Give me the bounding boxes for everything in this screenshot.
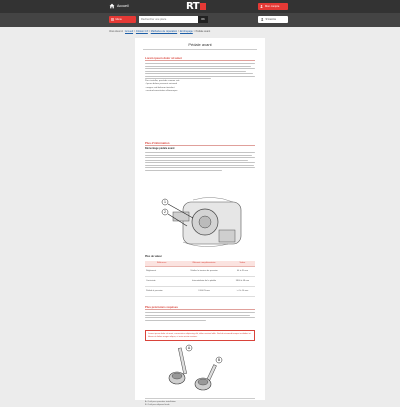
table-cell: Contrainte: [145, 276, 178, 286]
table-cell: Réglement: [145, 266, 178, 276]
spec-table: [145, 261, 255, 297]
list-item: - magna sed dolorem tincidunt: [145, 87, 215, 90]
content-card: [135, 38, 265, 400]
tools-diagram: [163, 344, 243, 396]
section-heading: Plus de valeur: [145, 255, 162, 258]
search-input[interactable]: [139, 16, 198, 23]
list-item: Pour installer, procéder comme suit:: [145, 80, 215, 83]
menu-button[interactable]: [109, 16, 136, 23]
callout-a: A: [188, 346, 191, 350]
logo-box: [200, 3, 206, 10]
table-header: Référence: [145, 261, 178, 266]
table-cell: Vérifier la tension de pression: [178, 266, 230, 276]
table-cell: 44 à 45 mm: [230, 266, 255, 276]
breadcrumb-prefix: Vous êtes ici :: [109, 30, 124, 33]
table-header: Valeur: [230, 261, 255, 266]
menu-label: Menu: [116, 18, 123, 21]
list-item: - Ipsum dolore praesent euismod: [145, 83, 215, 86]
paragraph: [145, 312, 255, 322]
top-bar: [0, 0, 400, 13]
page-title: Pédale avant: [135, 42, 265, 47]
breadcrumb: Vous êtes ici : Accueil > Citroën C3 > Méthodes de réparation > Embrayage > Pédale avant: [109, 30, 210, 33]
section-heading: Plus précisions requises: [145, 305, 178, 309]
breadcrumb-item[interactable]: Citroën C3: [136, 30, 148, 33]
table-row: [145, 276, 255, 286]
legend-item: A. Outil pour première installation: [145, 401, 255, 404]
user-add-icon: [261, 18, 264, 21]
home-link[interactable]: [109, 3, 129, 9]
register-button[interactable]: [258, 16, 288, 23]
engine-diagram: [153, 192, 248, 254]
home-label: Accueil: [117, 4, 129, 8]
search-bar: [0, 13, 400, 27]
legend-item: B. Outil pour dépose finale: [145, 404, 255, 407]
breadcrumb-item[interactable]: Méthodes de réparation: [151, 30, 177, 33]
logo-text: RT: [186, 1, 199, 12]
table-cell: > 4 à 10 mm: [230, 286, 255, 296]
list-item: - nostrud exercitation ullamcorper: [145, 90, 215, 93]
paragraph: [145, 63, 255, 81]
breadcrumb-item[interactable]: Accueil: [125, 30, 133, 33]
warning-box: Lorem ipsum dolor sit amet, consectetur adipiscing elit, dolor nostrud nibh. Sed do eiusmod tempor incididunt ut labore et dolore magna aliqua, ut enim minim veniam.: [145, 330, 255, 341]
callout-b: B: [218, 358, 221, 362]
home-icon: [109, 3, 115, 9]
site-logo[interactable]: [186, 1, 206, 12]
bullet-list: [145, 80, 215, 94]
paragraph: [145, 152, 255, 172]
breadcrumb-item[interactable]: Embrayage: [180, 30, 193, 33]
table-row: [145, 266, 255, 276]
table-cell: Intermédiaire de la pédale: [178, 276, 230, 286]
table-cell: 2-600 N·mm: [178, 286, 230, 296]
breadcrumb-current: Pédale avant: [196, 30, 211, 33]
section-heading: Plus d'information: [145, 141, 169, 145]
tool-b: [195, 365, 216, 390]
register-label: S'inscrire: [266, 18, 277, 21]
section-heading: Lorem ipsum dolor sit amet: [145, 56, 182, 60]
account-button[interactable]: [258, 3, 288, 10]
search-button[interactable]: OK: [198, 16, 208, 23]
table-row: [145, 286, 255, 296]
account-label: Mon compte: [265, 5, 279, 8]
user-icon: [260, 5, 263, 8]
callout-1: 1: [164, 200, 166, 204]
figure-legend: [145, 398, 255, 407]
hamburger-icon: [111, 18, 114, 21]
callout-2: 2: [164, 210, 166, 214]
table-cell: 3800 à 48 mm: [230, 276, 255, 286]
table-header: Élément complémentaire: [178, 261, 230, 266]
tool-a: [169, 348, 187, 384]
table-cell: Pédale à pression: [145, 286, 178, 296]
subheading: Démontage pédale avant: [145, 147, 174, 150]
